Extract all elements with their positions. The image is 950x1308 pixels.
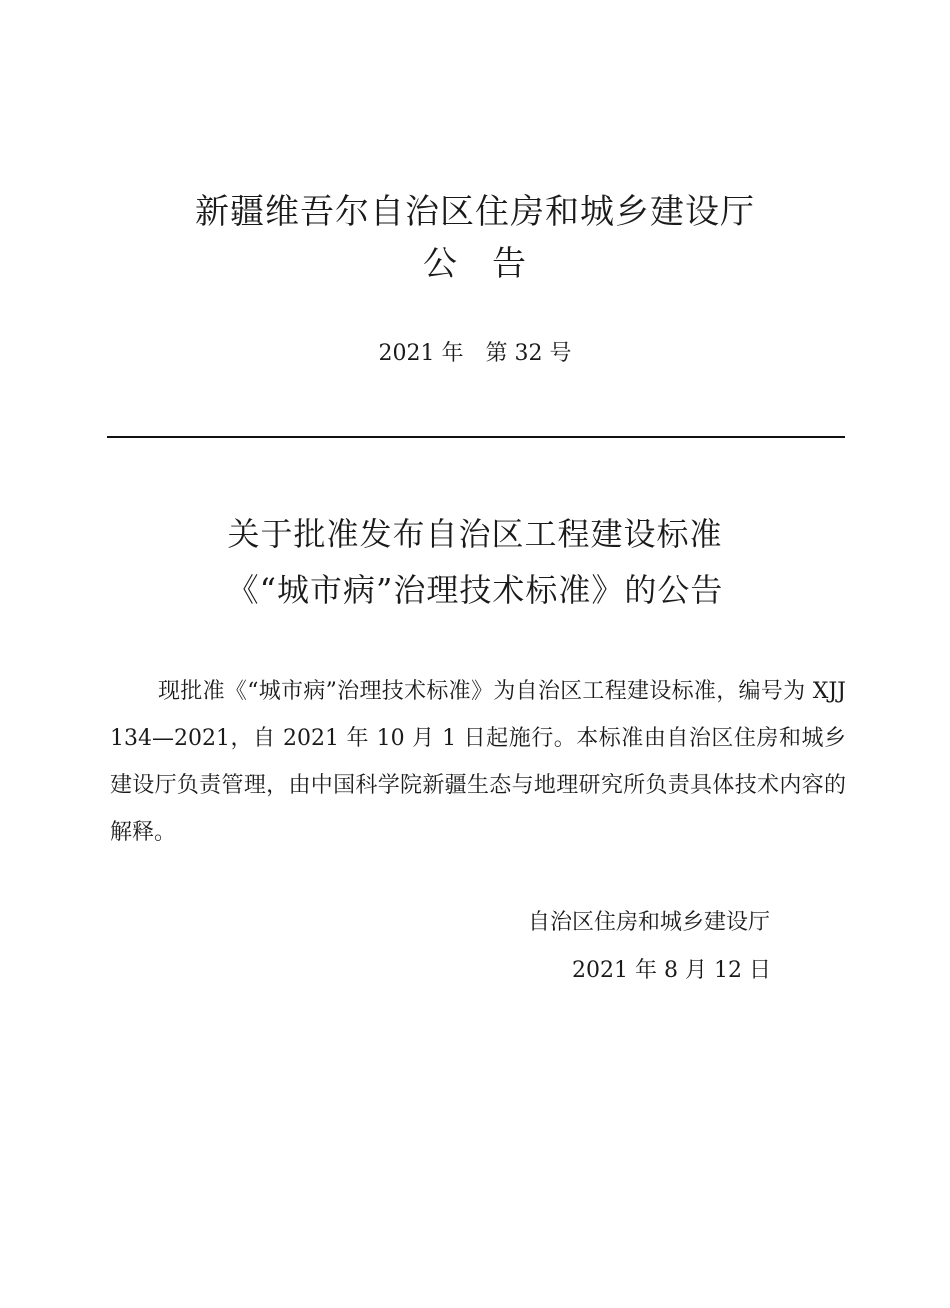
document-type-heading [0,240,950,288]
document-number [0,338,950,370]
signature-date: 2021 年 8 月 12 日 [572,958,771,983]
announcement-body-paragraph: 现批准《“城市病”治理技术标准》为自治区工程建设标准，编号为 XJJ 134—2021，自 2021 年 10 月 1 日起施行。本标准由自治区住房和城乡建设厅负责管理，由中国科学院新疆生态与地理研究所负责具体技术内容的解释。 [110,679,846,845]
signature-organization: 自治区住房和城乡建设厅 [528,910,771,935]
document-type-char-1: 公 [423,244,458,284]
document-type-char-2: 告 [492,244,527,284]
document-number-year: 2021 年 [378,341,464,366]
document-number-serial: 第 32 号 [485,341,572,366]
header-divider-rule [107,436,845,438]
announcement-title-line-1: 关于批准发布自治区工程建设标准 [227,515,723,553]
issuer-name: 新疆维吾尔自治区住房和城乡建设厅 [195,192,755,232]
announcement-title-line-2: 《“城市病”治理技术标准》的公告 [226,571,724,609]
